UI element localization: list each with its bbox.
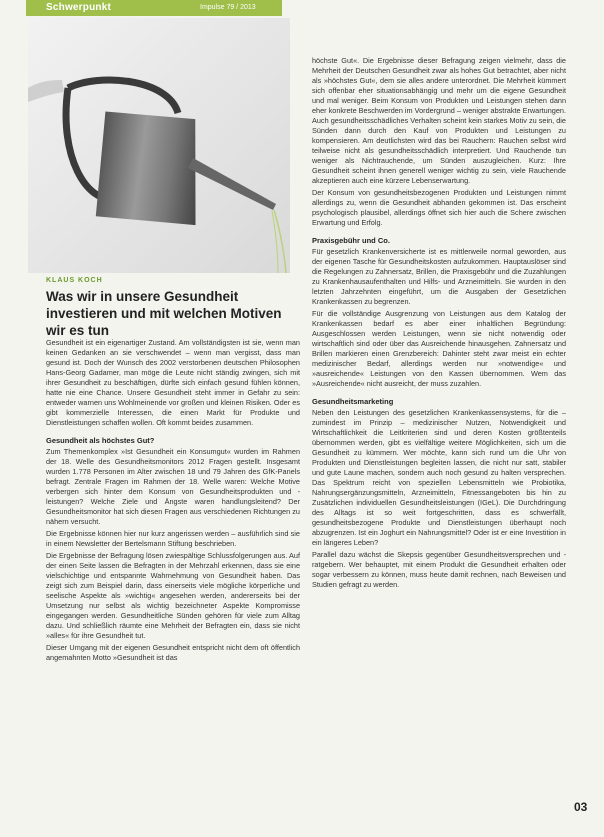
page-number: 03 [574,800,588,814]
intro-paragraph: Gesundheit ist ein eigenartiger Zustand. Am vollständigsten ist sie, wenn man keinen Gedanken an sie verschwendet – wenn man vergisst, dass man gesund ist. Doch der Wunsch des 2002 verstorbenen deutschen Philosophen Hans-Georg Gadamer, man möge die Leute nicht ständig zwingen, sich mit ihrer Gesundheit zu beschäftigen, dürfte sich einfach gesund fühlen können, hatte nie eine Chance. Unsere Gesundheit steht immer in Gefahr zu sein: entweder warnen uns Wohlmeinende vor großen und kleinen Risiken. Oder es gibt kommerzielle Interessen, die einen Markt für Produkte und Dienstleistungen schaffen wollen. Oft kommt beides zusammen. [46,338,300,427]
body-paragraph: Neben den Leistungen des gesetzlichen Krankenkassensystems, für die – zumindest im Prinzip – medizinischer Nutzen, Notwendigkeit und Wirtschaftlichkeit die Leitkriterien sind und deren Kosten größtenteils übernommen werden, gibt es vielfältige weitere Möglichkeiten, sich um die Gesundheit zu kümmern. Wer möchte, kann sich rund um die Uhr von Produkten und Dienstleistungen begleiten lassen, die nicht nur satt, stabiler und gute Laune machen, sondern auch noch gesund zu halten versprechen. Das Spektrum reicht von speziellen Lebensmitteln wie Probiotika, Nahrungsergänzungsmitteln, Arzneimitteln, Fitnessangeboten bis hin zu Zusätzlichen individuellen Gesundheitsleistungen (IGeL). Die Durchdringung des Alltags ist so weit fortgeschritten, dass es schwerfällt, gesundheitsbezogene Produkte und Dienstleistungen überhaupt noch abzugrenzen. Ist ein Joghurt ein Nahrungsmittel? Oder ist er eine Investition in ein längeres Leben? [312,408,566,547]
body-paragraph: Dieser Umgang mit der eigenen Gesundheit entspricht nicht dem oft öffentlich angemahnten Motto »Gesundheit ist das [46,643,300,662]
body-paragraph: Zum Themenkomplex »Ist Gesundheit ein Konsumgut« wurden im Rahmen der 18. Welle des Gesundheitsmonitors 2012 Fragen gestellt. Insgesamt wurden 1.778 Personen im Alter zwischen 18 und 79 Jahren des GfK-Panels befragt. Zentrale Fragen im Rahmen der 18. Welle waren: Welche Motive verbergen sich hinter dem Konsum von Gesundheitsprodukten und -leistungen? Welche Ziele und Ängste waren handlungsleitend? Der Gesundheitsmonitor hat sich diesen Fragen aus verschiedenen Richtungen zu nähern versucht. [46,447,300,526]
article-headline: Was wir in unsere Gesundheit investieren und mit welchen Motiven wir es tun [46,289,282,338]
body-paragraph: Die Ergebnisse der Befragung lösen zwiespältige Schlussfolgerungen aus. Auf der einen Seite lassen die Befragten in der Mehrzahl erkennen, dass sie eine vielschichtige und entspannte Wahrnehmung von Gesundheit haben. Das zeigt sich zum Beispiel darin, dass einerseits viele mögliche körperliche und seelische Aspekte als »wichtig« angesehen werden, andererseits bei der Umsetzung nur selbst als wichtig bezeichneter Aspekte Kompromisse eingegangen werden. Gesundheitliche Sünden gehören für viele zum Alltag dazu. Und schließlich räumte eine Mehrheit der Befragten ein, dass sie nicht »alles« für ihre Gesundheit tut. [46,551,300,640]
body-paragraph: höchste Gut«. Die Ergebnisse dieser Befragung zeigen vielmehr, dass die Mehrheit der Deutschen Gesundheit zwar als hohes Gut betrachtet, aber nicht als »höchstes Gut«, dem sie alles andere unterordnet. Die Mehrheit kümmert sich offenbar eher situationsabhängig und mehr um die eigene Gesundheit und mal weniger. Beim Konsum von Produkten und Leistungen stehen dann eher konkrete Beschwerden im Vordergrund – weniger abstrakte Erwartungen. Auch gesundheitsschädliches Verhalten scheint kein starkes Motiv zu sein, die Sünden dann durch den Kauf von Produkten und Leistungen zu kompensieren. Am deutlichsten wird das bei Rauchern: Rauchen selbst wird teilweise nicht als gesundheitsschädlich interpretiert. Und Rauchende tun weniger als Nichtrauchende, um Sünden auszugleichen. Kurz: Ihre Gesundheit scheint ihnen generell weniger wichtig zu sein, viele Rauchende akzeptieren auch eine kürzere Lebenserwartung. [312,56,566,185]
left-column [46,338,300,665]
right-column [312,56,566,592]
body-paragraph: Für die vollständige Ausgrenzung von Leistungen aus dem Katalog der Krankenkassen bedarf es aber einer inhaltlichen Begründung: Ausgeschlossen werden Leistungen, wenn sie nicht notwendig oder wirtschaftlich sind oder über das Ausreichende hinausgehen. Zahnersatz und Brillen markieren einen Grenzbereich: Dahinter steht zwar meist ein echter medizinischer Bedarf, allerdings werden nur »notwendige« und »ausreichende« Leistungen von den Kassen übernommen. Wem das »Ausreichende« nicht ausreicht, der muss zuzahlen. [312,309,566,388]
section-label: Schwerpunkt [46,2,111,13]
body-paragraph: Für gesetzlich Krankenversicherte ist es mittlerweile normal geworden, aus der eigenen Tasche für Gesundheitskosten aufzukommen. Hauptauslöser sind die Regelungen zu Zahnersatz, Brillen, die Praxisgebühr und die Zuzahlungen zu Krankenhausaufenthalten und Hilfs- und Arzneimitteln. Sie wurden in den letzten Jahrzehnten eingeführt, um die Ausgaben der Gesetzlichen Krankenkassen zu begrenzen. [312,247,566,306]
body-paragraph: Die Ergebnisse können hier nur kurz angerissen werden – ausführlich sind sie in einem Newsletter der Bertelsmann Stiftung beschrieben. [46,529,300,548]
body-paragraph: Parallel dazu wächst die Skepsis gegenüber Gesundheitsversprechen und -ratgebern. Wer behauptet, mit einem Produkt die Gesundheit erhalten oder sogar verbessern zu können, muss heute damit rechnen, nach Beweisen und Studien gefragt zu werden. [312,550,566,589]
body-paragraph: Der Konsum von gesundheitsbezogenen Produkten und Leistungen nimmt allerdings zu, wenn die Gesundheit abhanden gekommen ist. Das erscheint psychologisch plausibel, allerdings öffnet sich hier auch die Schere zwischen Erwartung und Erfolg. [312,188,566,227]
author-byline: KLAUS KOCH [46,277,103,284]
subheading-gesundheit: Gesundheit als höchstes Gut? [46,436,155,445]
watering-can-photo [28,18,290,273]
issue-label: Impulse 79 / 2013 [200,4,256,11]
subheading-marketing: Gesundheitsmarketing [312,397,394,406]
subheading-praxisgebuehr: Praxisgebühr und Co. [312,236,390,245]
